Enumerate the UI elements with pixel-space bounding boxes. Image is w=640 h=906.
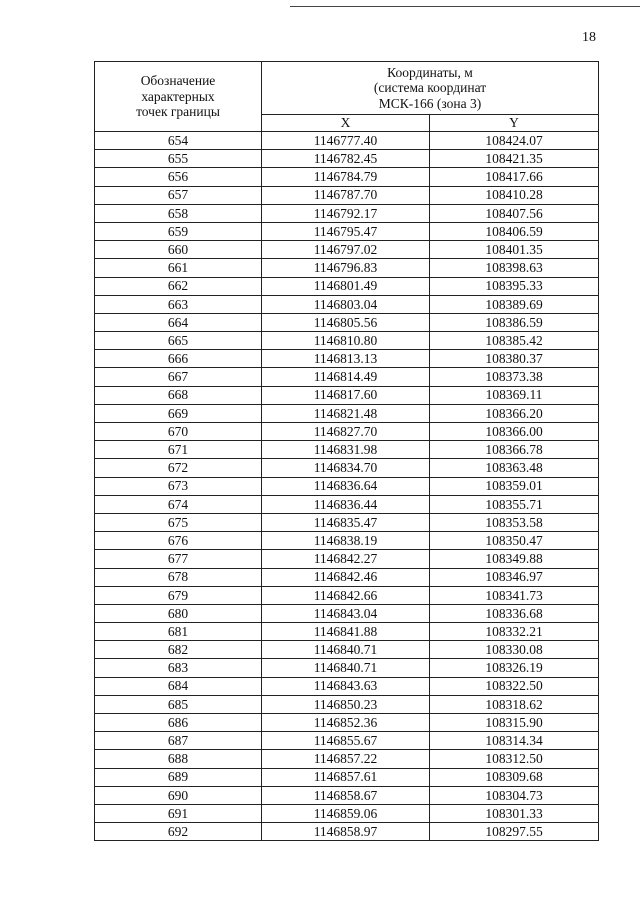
table-row (95, 186, 599, 204)
y-coordinate-cell: 108363.48 (430, 459, 599, 477)
table-row (95, 404, 599, 422)
x-coordinate-cell: 1146805.56 (262, 313, 430, 331)
table-row (95, 313, 599, 331)
x-coordinate-cell: 1146843.04 (262, 604, 430, 622)
x-coordinate-cell: 1146803.04 (262, 295, 430, 313)
x-coordinate-cell: 1146842.46 (262, 568, 430, 586)
table-row (95, 368, 599, 386)
x-coordinate-cell: 1146835.47 (262, 513, 430, 531)
point-id-cell: 672 (95, 459, 262, 477)
y-coordinate-cell: 108330.08 (430, 641, 599, 659)
x-coordinate-cell: 1146836.64 (262, 477, 430, 495)
point-id-cell: 667 (95, 368, 262, 386)
x-column-header: X (262, 115, 430, 132)
y-coordinate-cell: 108417.66 (430, 168, 599, 186)
x-coordinate-cell: 1146858.97 (262, 823, 430, 841)
table-row (95, 768, 599, 786)
y-coordinate-cell: 108332.21 (430, 623, 599, 641)
point-id-cell: 685 (95, 695, 262, 713)
point-id-cell: 668 (95, 386, 262, 404)
point-id-cell: 691 (95, 804, 262, 822)
x-coordinate-cell: 1146858.67 (262, 786, 430, 804)
y-coordinate-cell: 108395.33 (430, 277, 599, 295)
point-id-cell: 671 (95, 441, 262, 459)
table-header (95, 62, 599, 132)
table-row (95, 750, 599, 768)
point-id-cell: 656 (95, 168, 262, 186)
y-coordinate-cell: 108389.69 (430, 295, 599, 313)
x-coordinate-cell: 1146855.67 (262, 732, 430, 750)
y-coordinate-cell: 108366.78 (430, 441, 599, 459)
point-column-header (95, 62, 262, 132)
table-row (95, 550, 599, 568)
point-id-cell: 681 (95, 623, 262, 641)
table-row (95, 714, 599, 732)
y-coordinate-cell: 108401.35 (430, 241, 599, 259)
x-coordinate-cell: 1146817.60 (262, 386, 430, 404)
table-row (95, 259, 599, 277)
x-coordinate-cell: 1146810.80 (262, 332, 430, 350)
table-row (95, 459, 599, 477)
x-coordinate-cell: 1146782.45 (262, 150, 430, 168)
y-coordinate-cell: 108407.56 (430, 204, 599, 222)
point-header-line: Обозначение (140, 73, 216, 89)
point-id-cell: 654 (95, 132, 262, 150)
x-coordinate-cell: 1146842.66 (262, 586, 430, 604)
y-coordinate-cell: 108373.38 (430, 368, 599, 386)
table-row (95, 477, 599, 495)
coordinates-table (94, 61, 599, 841)
y-coordinate-cell: 108350.47 (430, 532, 599, 550)
table-row (95, 532, 599, 550)
y-coordinate-cell: 108355.71 (430, 495, 599, 513)
point-id-cell: 666 (95, 350, 262, 368)
x-coordinate-cell: 1146836.44 (262, 495, 430, 513)
table-row (95, 241, 599, 259)
y-coordinate-cell: 108304.73 (430, 786, 599, 804)
x-coordinate-cell: 1146838.19 (262, 532, 430, 550)
y-coordinate-cell: 108315.90 (430, 714, 599, 732)
point-id-cell: 690 (95, 786, 262, 804)
y-coordinate-cell: 108297.55 (430, 823, 599, 841)
point-id-cell: 663 (95, 295, 262, 313)
y-coordinate-cell: 108398.63 (430, 259, 599, 277)
table-row (95, 423, 599, 441)
table-row (95, 604, 599, 622)
point-id-cell: 669 (95, 404, 262, 422)
x-coordinate-cell: 1146831.98 (262, 441, 430, 459)
point-id-cell: 684 (95, 677, 262, 695)
y-coordinate-cell: 108336.68 (430, 604, 599, 622)
table-row (95, 623, 599, 641)
x-coordinate-cell: 1146784.79 (262, 168, 430, 186)
x-coordinate-cell: 1146792.17 (262, 204, 430, 222)
top-rule (290, 6, 640, 7)
y-coordinate-cell: 108385.42 (430, 332, 599, 350)
point-id-cell: 675 (95, 513, 262, 531)
coords-header-line: МСК-166 (зона 3) (378, 95, 482, 111)
x-coordinate-cell: 1146813.13 (262, 350, 430, 368)
table-row (95, 204, 599, 222)
y-coordinate-cell: 108424.07 (430, 132, 599, 150)
y-coordinate-cell: 108410.28 (430, 186, 599, 204)
y-coordinate-cell: 108366.20 (430, 404, 599, 422)
x-coordinate-cell: 1146787.70 (262, 186, 430, 204)
table-row (95, 295, 599, 313)
table-row (95, 150, 599, 168)
coords-header-line: Координаты, м (387, 64, 473, 80)
table-row (95, 441, 599, 459)
point-id-cell: 655 (95, 150, 262, 168)
table-row (95, 277, 599, 295)
y-coordinate-cell: 108349.88 (430, 550, 599, 568)
point-id-cell: 677 (95, 550, 262, 568)
x-coordinate-cell: 1146801.49 (262, 277, 430, 295)
table-row (95, 641, 599, 659)
y-coordinate-cell: 108386.59 (430, 313, 599, 331)
table-row (95, 586, 599, 604)
x-coordinate-cell: 1146843.63 (262, 677, 430, 695)
table-row (95, 332, 599, 350)
x-coordinate-cell: 1146857.61 (262, 768, 430, 786)
point-id-cell: 689 (95, 768, 262, 786)
x-coordinate-cell: 1146821.48 (262, 404, 430, 422)
point-id-cell: 674 (95, 495, 262, 513)
y-coordinate-cell: 108326.19 (430, 659, 599, 677)
x-coordinate-cell: 1146795.47 (262, 222, 430, 240)
table-row (95, 168, 599, 186)
table-row (95, 695, 599, 713)
table-row (95, 659, 599, 677)
point-id-cell: 658 (95, 204, 262, 222)
y-coordinate-cell: 108322.50 (430, 677, 599, 695)
x-coordinate-cell: 1146777.40 (262, 132, 430, 150)
x-coordinate-cell: 1146834.70 (262, 459, 430, 477)
coordinates-group-header (262, 62, 599, 115)
point-id-cell: 664 (95, 313, 262, 331)
table-row (95, 513, 599, 531)
y-coordinate-cell: 108380.37 (430, 350, 599, 368)
point-id-cell: 680 (95, 604, 262, 622)
y-coordinate-cell: 108314.34 (430, 732, 599, 750)
x-coordinate-cell: 1146796.83 (262, 259, 430, 277)
table-row (95, 732, 599, 750)
x-coordinate-cell: 1146850.23 (262, 695, 430, 713)
y-coordinate-cell: 108406.59 (430, 222, 599, 240)
y-coordinate-cell: 108346.97 (430, 568, 599, 586)
point-id-cell: 670 (95, 423, 262, 441)
point-id-cell: 676 (95, 532, 262, 550)
table-body (95, 132, 599, 841)
point-header-line: характерных (141, 88, 215, 104)
x-coordinate-cell: 1146842.27 (262, 550, 430, 568)
point-id-cell: 665 (95, 332, 262, 350)
point-id-cell: 661 (95, 259, 262, 277)
x-coordinate-cell: 1146827.70 (262, 423, 430, 441)
point-id-cell: 688 (95, 750, 262, 768)
coords-header-line: (система координат (373, 80, 487, 96)
table-row (95, 386, 599, 404)
table-row (95, 786, 599, 804)
point-id-cell: 657 (95, 186, 262, 204)
y-coordinate-cell: 108312.50 (430, 750, 599, 768)
point-id-cell: 673 (95, 477, 262, 495)
y-column-header: Y (430, 115, 599, 132)
point-id-cell: 687 (95, 732, 262, 750)
table-row (95, 677, 599, 695)
y-coordinate-cell: 108366.00 (430, 423, 599, 441)
x-coordinate-cell: 1146840.71 (262, 641, 430, 659)
x-coordinate-cell: 1146814.49 (262, 368, 430, 386)
y-coordinate-cell: 108369.11 (430, 386, 599, 404)
y-coordinate-cell: 108353.58 (430, 513, 599, 531)
y-coordinate-cell: 108421.35 (430, 150, 599, 168)
table-row (95, 823, 599, 841)
point-id-cell: 683 (95, 659, 262, 677)
x-coordinate-cell: 1146840.71 (262, 659, 430, 677)
x-coordinate-cell: 1146797.02 (262, 241, 430, 259)
point-id-cell: 662 (95, 277, 262, 295)
point-id-cell: 686 (95, 714, 262, 732)
y-coordinate-cell: 108318.62 (430, 695, 599, 713)
y-coordinate-cell: 108341.73 (430, 586, 599, 604)
point-id-cell: 682 (95, 641, 262, 659)
table-row (95, 222, 599, 240)
point-id-cell: 660 (95, 241, 262, 259)
point-id-cell: 692 (95, 823, 262, 841)
table-row (95, 132, 599, 150)
y-coordinate-cell: 108309.68 (430, 768, 599, 786)
x-coordinate-cell: 1146857.22 (262, 750, 430, 768)
x-coordinate-cell: 1146852.36 (262, 714, 430, 732)
point-id-cell: 659 (95, 222, 262, 240)
point-header-line: точек границы (136, 104, 220, 120)
page-number: 18 (582, 30, 596, 45)
y-coordinate-cell: 108301.33 (430, 804, 599, 822)
table-row (95, 804, 599, 822)
table-row (95, 568, 599, 586)
table-row (95, 350, 599, 368)
table-row (95, 495, 599, 513)
point-id-cell: 678 (95, 568, 262, 586)
point-id-cell: 679 (95, 586, 262, 604)
x-coordinate-cell: 1146859.06 (262, 804, 430, 822)
y-coordinate-cell: 108359.01 (430, 477, 599, 495)
x-coordinate-cell: 1146841.88 (262, 623, 430, 641)
